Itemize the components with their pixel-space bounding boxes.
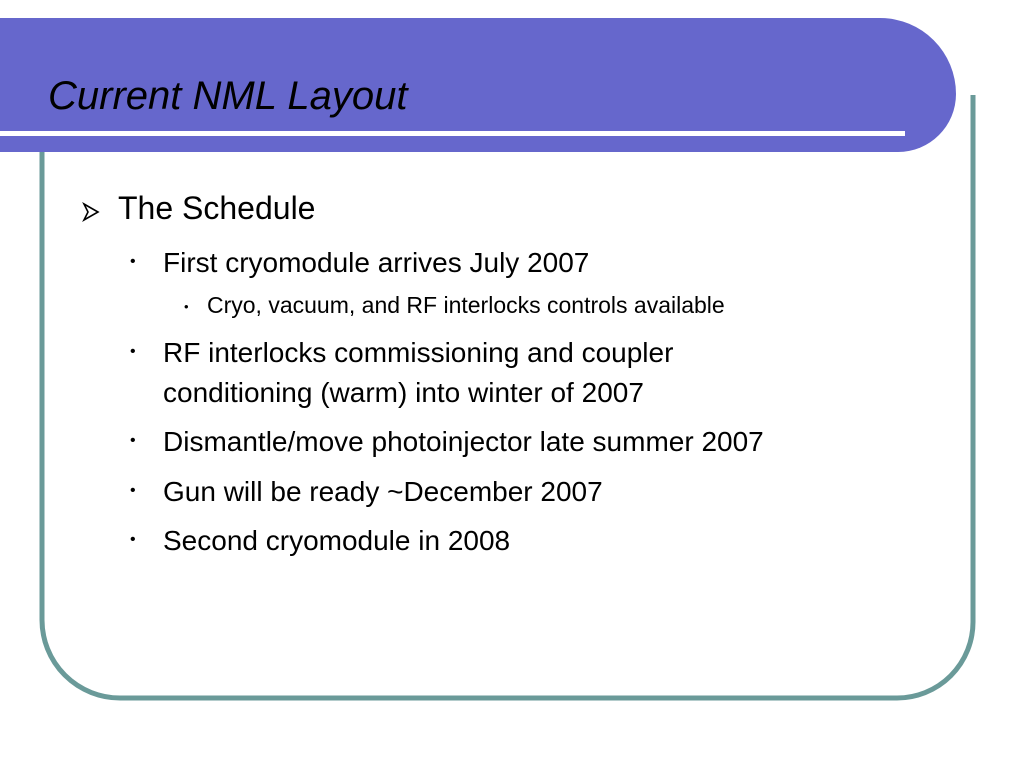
bullet-gun-ready: Gun will be ready ~December 2007	[163, 476, 603, 507]
bullet-dot-icon: •	[130, 343, 136, 360]
bullet-cryo-vacuum-rf: Cryo, vacuum, and RF interlocks controls available	[207, 292, 725, 318]
bullet-rf-interlocks-line2: conditioning (warm) into winter of 2007	[163, 377, 644, 408]
arrow-bullet-icon	[82, 202, 100, 227]
bullet-dot-small-icon: •	[184, 299, 189, 314]
bullet-first-cryomodule: First cryomodule arrives July 2007	[163, 247, 590, 278]
bullet-dot-icon: •	[130, 253, 136, 270]
bullet-dot-icon: •	[130, 432, 136, 449]
bullet-dismantle-photoinjector: Dismantle/move photoinjector late summer 2007	[163, 426, 764, 457]
slide-title: Current NML Layout	[48, 74, 408, 118]
bullet-dot-icon: •	[130, 482, 136, 499]
bullet-the-schedule: The Schedule	[118, 190, 316, 226]
bullet-dot-icon: •	[130, 531, 136, 548]
bullet-rf-interlocks-line1: RF interlocks commissioning and coupler	[163, 337, 674, 368]
bullet-second-cryomodule: Second cryomodule in 2008	[163, 525, 511, 556]
